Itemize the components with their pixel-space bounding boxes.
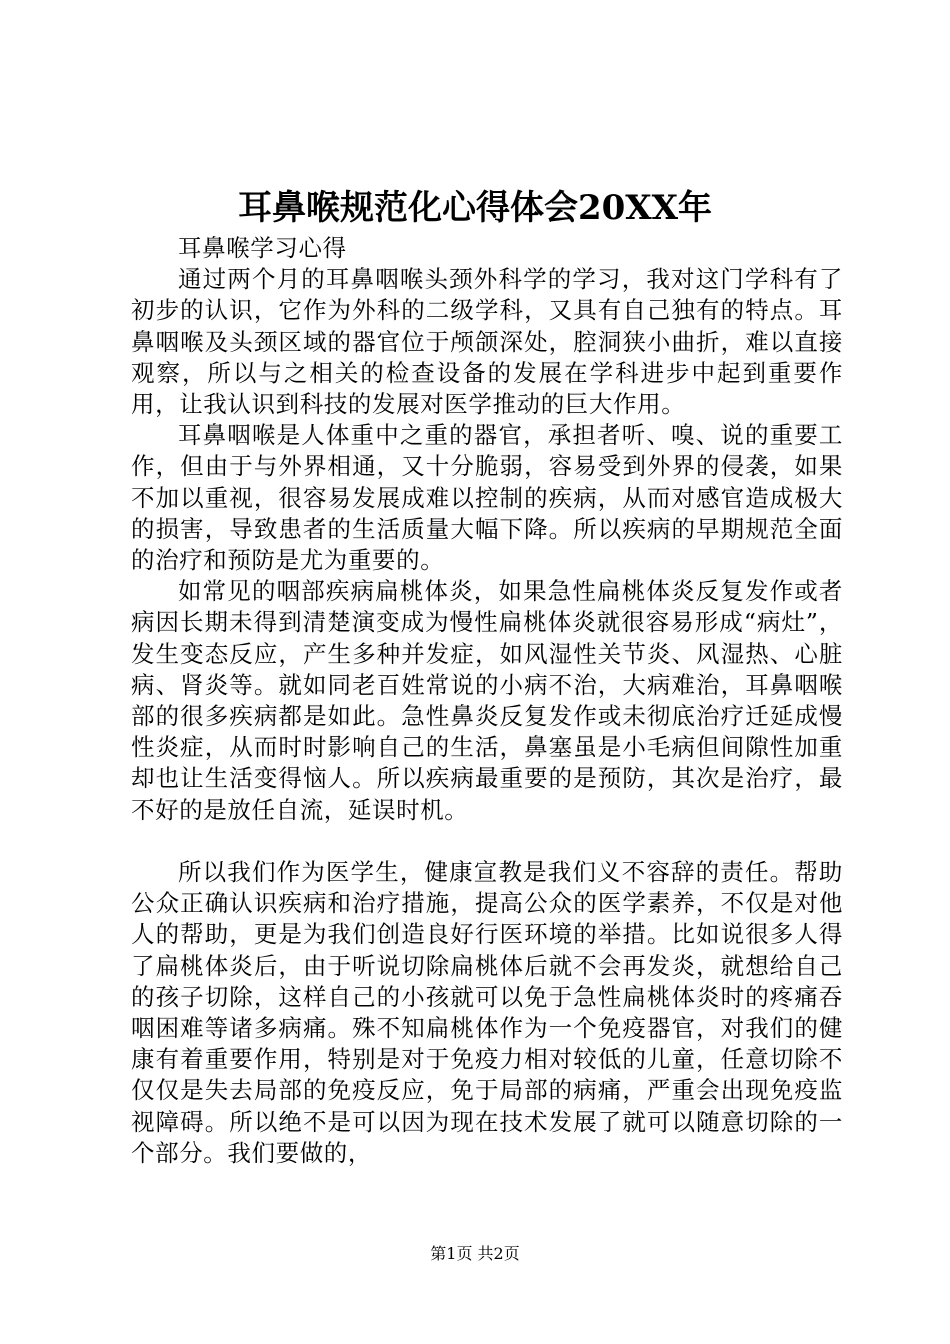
subtitle-paragraph: 耳鼻喉学习心得 — [178, 234, 347, 262]
body-paragraph-3: 如常见的咽部疾病扁桃体炎，如果急性扁桃体炎反复发作或者病因长期未得到清楚演变成为慢性扁桃体炎就很容易形成“病灶”，发生变态反应，产生多种并发症，如风湿性关节炎、风湿热、心脏病、肾炎等。就如同老百姓常说的小病不治，大病难治，耳鼻咽喉部的很多疾病都是如此。急性鼻炎反复发作或未彻底治疗迁延成慢性炎症，从而时时影响自己的生活，鼻塞虽是小毛病但间隙性加重却也让生活变得恼人。所以疾病最重要的是预防，其次是治疗，最不好的是放任自流，延误时机。 — [131, 577, 843, 824]
body-paragraph-4: 所以我们作为医学生，健康宣教是我们义不容辞的责任。帮助公众正确认识疾病和治疗措施，提高公众的医学素养，不仅是对他人的帮助，更是为我们创造良好行医环境的举措。比如说很多人得了扁桃体炎后，由于听说切除扁桃体后就不会再发炎，就想给自己的孩子切除，这样自己的小孩就可以免于急性扁桃体炎时的疼痛吞咽困难等诸多病痛。殊不知扁桃体作为一个免疫器官，对我们的健康有着重要作用，特别是对于免疫力相对较低的儿童，任意切除不仅仅是失去局部的免疫反应，免于局部的病痛，严重会出现免疫监视障碍。所以绝不是可以因为现在技术发展了就可以随意切除的一个部分。我们要做的， — [131, 858, 843, 1167]
page-number-footer: 第1页 共2页 — [430, 1244, 520, 1263]
body-paragraph-1: 通过两个月的耳鼻咽喉头颈外科学的学习，我对这门学科有了初步的认识，它作为外科的二级学科，又具有自己独有的特点。耳鼻咽喉及头颈区域的器官位于颅颌深处，腔洞狭小曲折，难以直接观察，所以与之相关的检查设备的发展在学科进步中起到重要作用，让我认识到科技的发展对医学推动的巨大作用。 — [131, 265, 843, 419]
body-paragraph-2: 耳鼻咽喉是人体重中之重的器官，承担者听、嗅、说的重要工作，但由于与外界相通，又十分脆弱，容易受到外界的侵袭，如果不加以重视，很容易发展成难以控制的疾病，从而对感官造成极大的损害，导致患者的生活质量大幅下降。所以疾病的早期规范全面的治疗和预防是尤为重要的。 — [131, 421, 843, 575]
document-title: 耳鼻喉规范化心得体会20XX年 — [237, 188, 713, 228]
document-body — [131, 233, 843, 1169]
